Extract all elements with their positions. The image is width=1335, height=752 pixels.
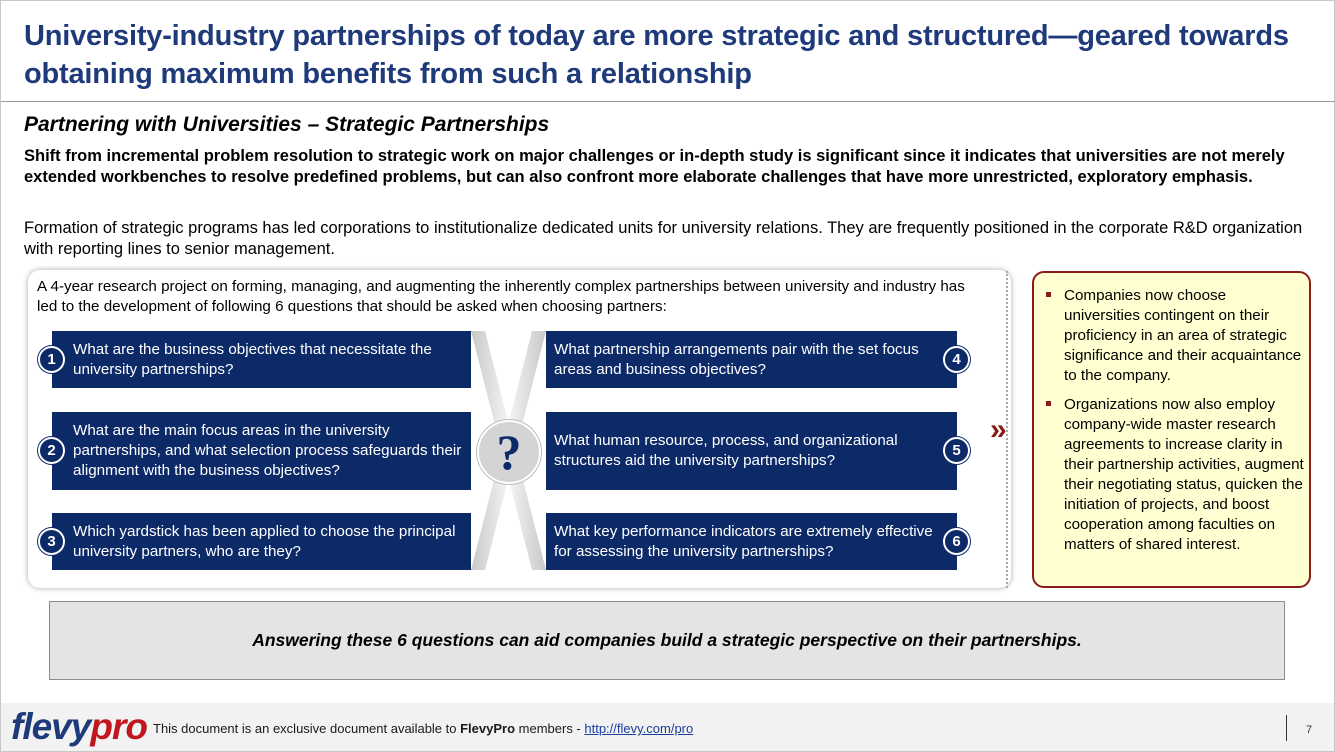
question-text: Which yardstick has been applied to choose the principal university partners, who are they? xyxy=(73,522,456,560)
question-text: What partnership arrangements pair with the set focus areas and business objectives? xyxy=(554,340,919,378)
question-mark-icon: ? xyxy=(477,420,541,484)
flevypro-link[interactable]: http://flevy.com/pro xyxy=(584,721,694,736)
insight-bullet: Organizations now also employ company-wide master research agreements to increase clarity in their partnership activities, augment their negotiating status, quicken the initiation of projects, and boost cooperation among faculties on matters of shared interest. xyxy=(1064,396,1304,553)
conclusion-banner xyxy=(49,601,1285,680)
question-number-badge: 3 xyxy=(38,528,65,555)
question-box-2 xyxy=(52,412,471,490)
double-chevron-right-icon: » xyxy=(990,413,1004,446)
key-statement: Shift from incremental problem resolution to strategic work on major challenges or in-depth study is significant since it indicates that universities are not merely extended workbenches to resolve predefined problems, but can also confront more elaborate challenges that have more unrestricted, exploratory emphasis. xyxy=(24,147,1285,186)
dotted-divider xyxy=(1006,271,1008,588)
insight-bullet: Companies now choose universities contingent on their proficiency in an area of strategic significance and their acquaintance to the company. xyxy=(1064,287,1302,384)
question-box-3 xyxy=(52,513,471,570)
question-box-5 xyxy=(546,412,957,490)
page-number: 7 xyxy=(1306,724,1313,736)
question-number-badge: 1 xyxy=(38,346,65,373)
flevypro-logo[interactable] xyxy=(11,706,147,748)
bullet-square-icon xyxy=(1046,292,1051,297)
question-box-1 xyxy=(52,331,471,388)
logo-flevy: flevy xyxy=(11,706,91,747)
question-number-badge: 6 xyxy=(943,528,970,555)
title-divider xyxy=(1,101,1335,102)
question-box-6 xyxy=(546,513,957,570)
footer-brand: FlevyPro xyxy=(460,721,516,736)
questions-intro: A 4-year research project on forming, managing, and augmenting the inherently complex partnerships between university and industry has led to the development of following 6 questions that should be asked when choosing partners: xyxy=(37,278,965,315)
question-number-badge: 4 xyxy=(943,346,970,373)
section-subtitle: Partnering with Universities – Strategic Partnerships xyxy=(24,113,550,136)
bullet-square-icon xyxy=(1046,401,1051,406)
question-number-badge: 5 xyxy=(943,437,970,464)
footer-text-prefix: This document is an exclusive document available to xyxy=(153,721,461,736)
question-text: What are the main focus areas in the university partnerships, and what selection process safeguards their alignment with the business objectives? xyxy=(73,422,462,479)
question-number-badge: 2 xyxy=(38,437,65,464)
question-text: What are the business objectives that necessitate the university partnerships? xyxy=(73,340,432,378)
page-title: University-industry partnerships of today are more strategic and structured—geared towards obtaining maximum benefits from such a relationship xyxy=(24,20,1289,90)
question-box-4 xyxy=(546,331,957,388)
footer-text-mid: members - xyxy=(515,721,585,736)
body-paragraph: Formation of strategic programs has led corporations to institutionalize dedicated units for university relations. They are frequently positioned in the corporate R&D organization with reporting lines to senior management. xyxy=(24,219,1303,258)
question-text: What human resource, process, and organizational structures aid the university partnerships? xyxy=(554,432,898,469)
footer-note xyxy=(153,721,693,736)
conclusion-text: Answering these 6 questions can aid companies build a strategic perspective on their partnerships. xyxy=(252,630,1082,650)
page-number-separator xyxy=(1286,715,1287,741)
logo-pro: pro xyxy=(90,706,147,747)
question-text: What key performance indicators are extremely effective for assessing the university partnerships? xyxy=(554,522,933,560)
